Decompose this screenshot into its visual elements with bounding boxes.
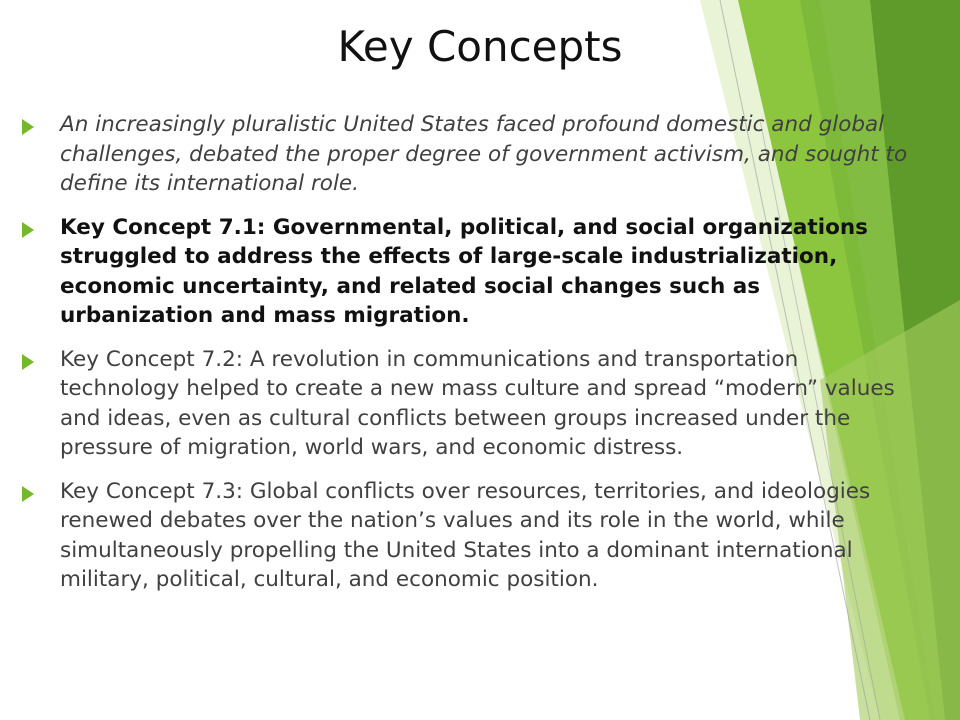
slide-title: Key Concepts xyxy=(337,22,623,71)
bullet-list xyxy=(22,110,912,609)
triangle-bullet-icon xyxy=(22,222,34,238)
bullet-text-key-concept-7-2: Key Concept 7.2: A revolution in communications and transportation technology helped to create a new mass culture and spread “modern” values and ideas, even as cultural conflicts between groups increased under the pressure of migration, world wars, and economic distress. xyxy=(60,346,895,460)
bullet-item xyxy=(22,110,912,199)
triangle-bullet-icon xyxy=(22,354,34,370)
bullet-text-overview: An increasingly pluralistic United States faced profound domestic and global challenges, debated the proper degree of government activism, and sought to define its international role. xyxy=(60,112,908,196)
bullet-item xyxy=(22,477,912,595)
bullet-text-key-concept-7-3: Key Concept 7.3: Global conflicts over resources, territories, and ideologies renewed debates over the nation’s values and its role in the world, while simultaneously propelling the United States into a dominant international military, political, cultural, and economic position. xyxy=(60,478,871,592)
bullet-text-key-concept-7-1: Key Concept 7.1: Governmental, political, and social organizations struggled to address the effects of large-scale industrialization, economic uncertainty, and related social changes such as urbanization and mass migration. xyxy=(60,214,868,328)
bullet-item xyxy=(22,213,912,331)
bullet-item xyxy=(22,345,912,463)
triangle-bullet-icon xyxy=(22,119,34,135)
triangle-bullet-icon xyxy=(22,486,34,502)
